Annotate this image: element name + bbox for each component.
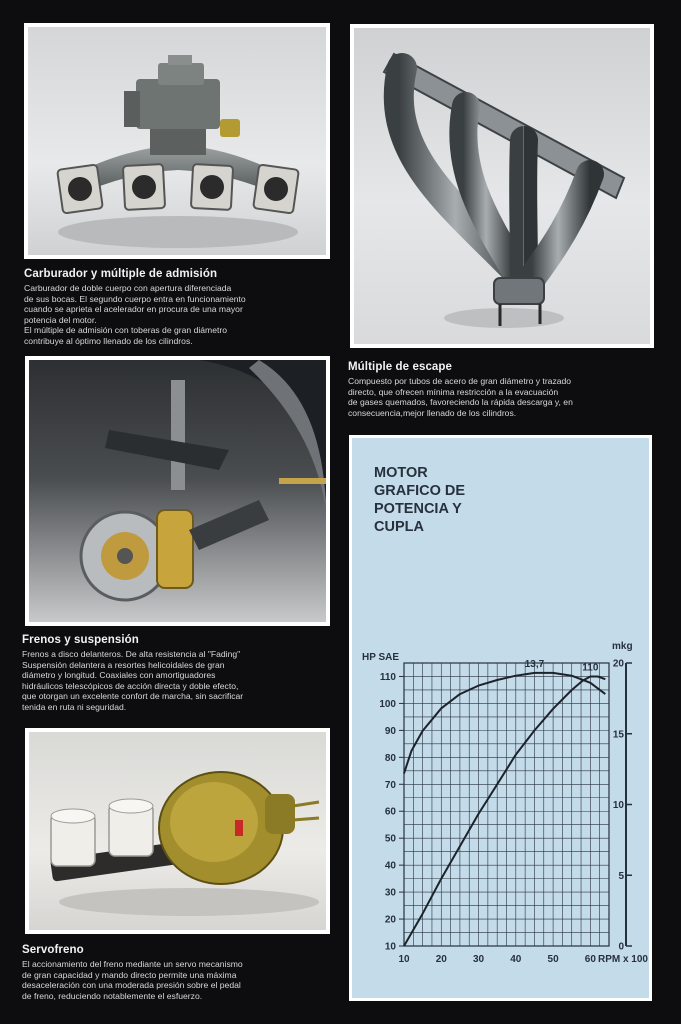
caption-carburador [24, 268, 324, 347]
caption-title: Múltiple de escape [348, 361, 453, 373]
data-label: 110 [582, 662, 599, 674]
y-tick-label: 100 [379, 698, 396, 710]
y-tick-label: 90 [384, 725, 396, 737]
x-axis-label: RPM x 100 [597, 954, 648, 965]
x-tick-label: 30 [472, 954, 485, 965]
x-tick-label: 20 [435, 954, 447, 965]
power-torque-chart [352, 438, 649, 998]
y2-tick-label: 20 [612, 658, 624, 670]
caption-title: Frenos y suspensión [22, 634, 139, 646]
caption-servofreno [22, 944, 334, 1001]
y-tick-label: 60 [384, 806, 396, 818]
y2-axis-label: mkg [612, 641, 633, 652]
y-tick-label: 40 [384, 860, 396, 872]
carburetor-illustration [28, 27, 326, 255]
y2-tick-label: 10 [612, 800, 624, 811]
x-tick-label: 60 [584, 954, 596, 965]
exhaust-manifold-photo [350, 24, 654, 348]
caption-text: Compuesto por tubos de acero de gran diámetro y trazado directo, que ofrecen mínima restricción a la evacuación de gases quemados, favoreciendo la rápida descarga y, en consecuencia,mejor llenado de los cilindros. [348, 376, 573, 418]
caption-escape [348, 361, 658, 418]
exhaust-illustration [354, 28, 650, 344]
caption-text: El accionamiento del freno mediante un servo mecanismo de gran capacidad y mando directo permite una máxima desaceleración con una moderada presión sobre el pedal de freno, reduciendo notablemente el esfuerzo. [22, 959, 243, 1001]
y-tick-label: 30 [384, 887, 396, 899]
data-label: 13,7 [524, 658, 545, 670]
caption-text: Frenos a disco delanteros. De alta resistencia al "Fading" Suspensión delantera a resortes helicoidales de gran diámetro y longitud. Coaxiales con amortiguadores hidráulicos telescópicos de acción directa y doble efecto, que otorgan un excelente confort de marcha, sin sacrificar tenida en ruta ni seguridad. [22, 649, 244, 712]
caption-text: Carburador de doble cuerpo con apertura diferenciada de sus bocas. El segundo cuerpo entra en funcionamiento cuando se aprieta el acelerador en procura de una mayor potencia del motor. El múltiple de admisión con toberas de gran diámetro contribuye al óptimo llenado de los cilindros. [24, 283, 246, 346]
power-torque-chart-panel [349, 435, 652, 1001]
x-tick-label: 50 [547, 954, 559, 965]
caption-frenos [22, 634, 334, 713]
carburetor-photo [24, 23, 330, 259]
x-tick-label: 40 [510, 954, 522, 965]
caption-title: Carburador y múltiple de admisión [24, 268, 218, 280]
chart-title: MOTOR GRAFICO DE POTENCIA Y CUPLA [374, 465, 466, 535]
y-tick-label: 110 [379, 671, 396, 683]
x-tick-label: 10 [398, 954, 410, 965]
y2-tick-label: 0 [618, 941, 624, 953]
servo-illustration [29, 732, 326, 930]
caption-title: Servofreno [22, 944, 84, 956]
y-tick-label: 50 [384, 833, 396, 845]
y-tick-label: 80 [384, 752, 396, 764]
brake-illustration [29, 360, 326, 622]
y2-tick-label: 5 [618, 870, 624, 882]
brakes-suspension-photo [25, 356, 330, 626]
servofreno-photo [25, 728, 330, 934]
y-tick-label: 70 [384, 779, 396, 791]
y-tick-label: 10 [384, 941, 396, 953]
y-tick-label: 20 [384, 914, 396, 926]
y-axis-label: HP SAE [362, 652, 400, 663]
y2-tick-label: 15 [612, 729, 624, 741]
